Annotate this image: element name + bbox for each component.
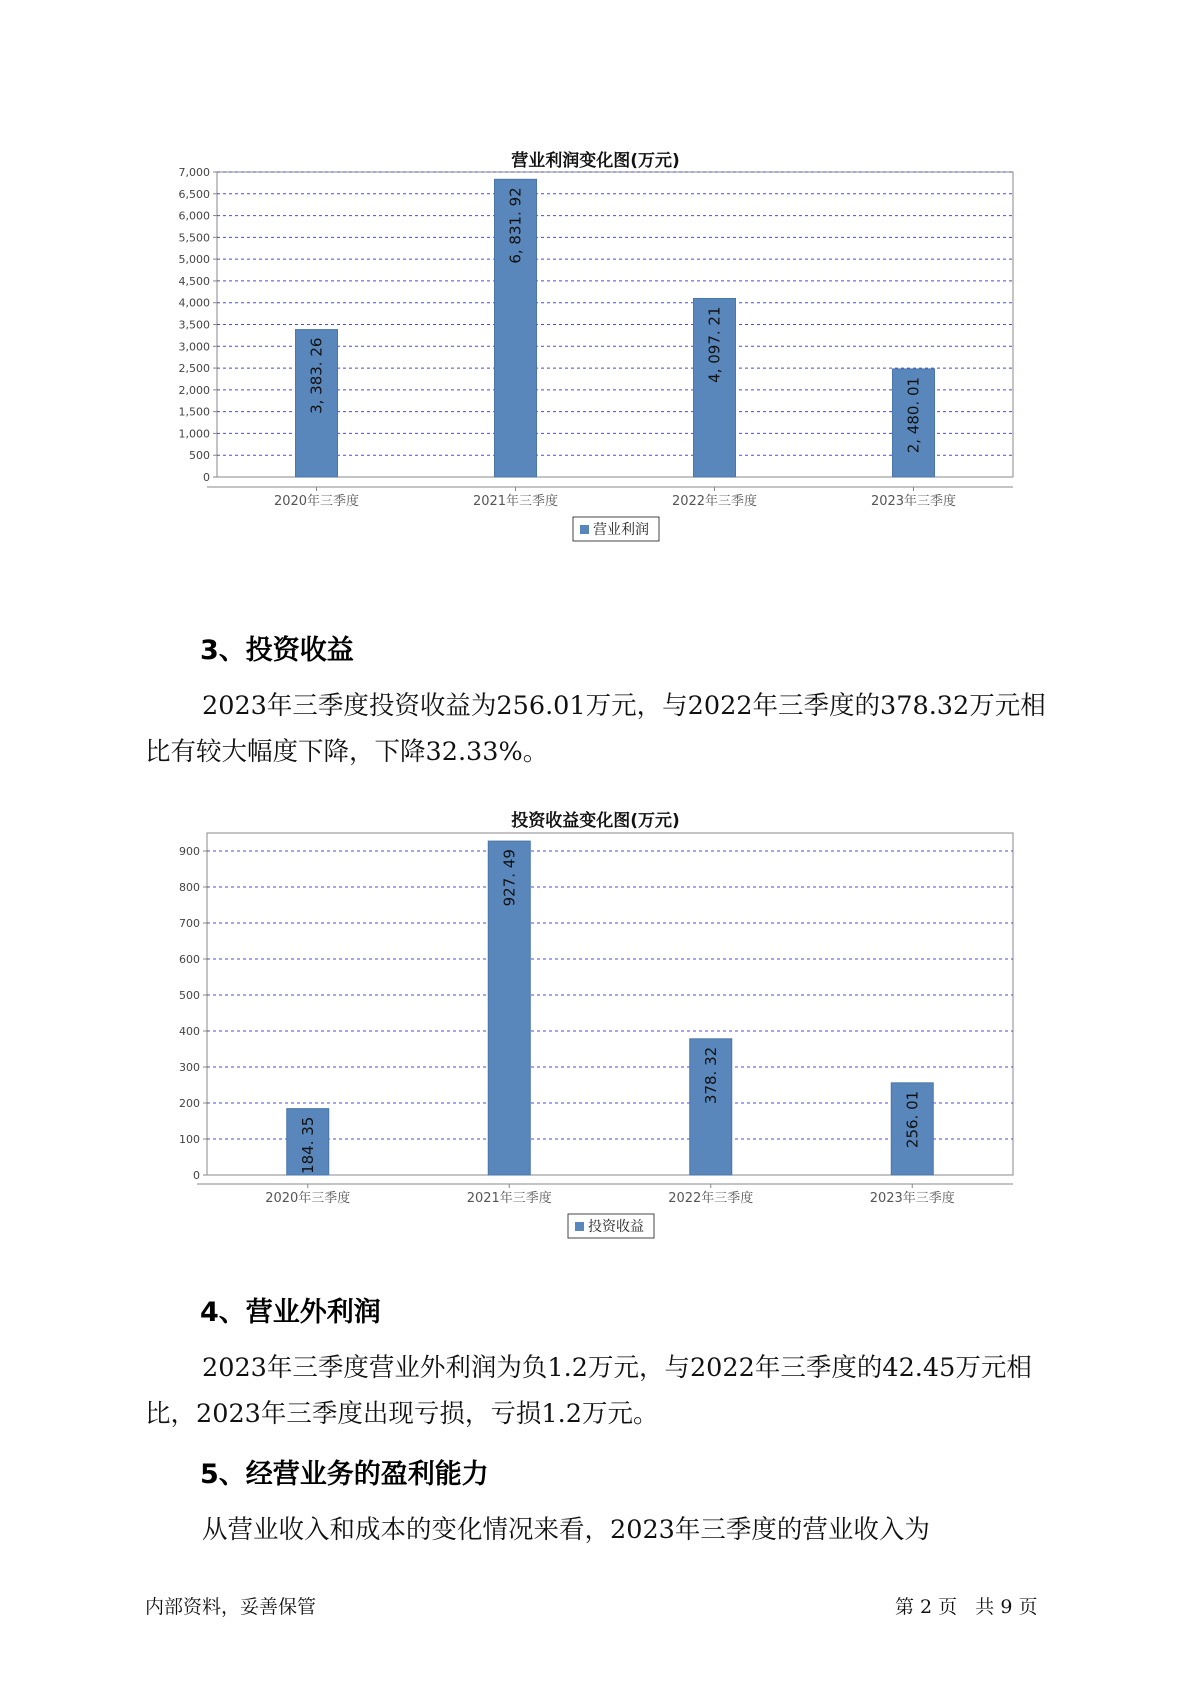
y-tick-label: 1,000 xyxy=(178,427,210,441)
y-tick-label: 7,000 xyxy=(178,166,210,179)
y-tick-label: 200 xyxy=(179,1097,200,1110)
x-tick-label: 2021年三季度 xyxy=(472,494,559,509)
y-tick-label: 400 xyxy=(179,1025,200,1038)
y-tick-label: 2,500 xyxy=(178,362,210,376)
y-tick-label: 6,500 xyxy=(178,187,210,201)
bar-value-label: 927. 49 xyxy=(500,849,519,907)
y-tick-label: 700 xyxy=(179,917,200,930)
x-tick-label: 2021年三季度 xyxy=(466,1191,552,1206)
section-heading-non-operating-profit: 4、营业外利润 xyxy=(200,1297,381,1328)
y-tick-label: 500 xyxy=(189,449,210,463)
bar-value-label: 184. 35 xyxy=(298,1116,317,1174)
legend-label: 投资收益 xyxy=(588,1219,644,1235)
y-tick-label: 3,500 xyxy=(178,318,210,332)
y-tick-label: 300 xyxy=(179,1061,200,1074)
x-tick-label: 2022年三季度 xyxy=(671,494,758,509)
y-tick-label: 3,000 xyxy=(178,340,210,354)
paragraph-investment-income: 2023年三季度投资收益为256.01万元，与2022年三季度的378.32万元相比有较大幅度下降，下降32.33%。 xyxy=(145,691,1046,767)
legend-swatch xyxy=(575,1222,584,1231)
bar-value-label: 6, 831. 92 xyxy=(506,187,525,264)
y-tick-label: 1,500 xyxy=(178,405,210,419)
y-tick-label: 6,000 xyxy=(178,209,210,223)
legend-label: 营业利润 xyxy=(593,522,649,538)
bar-value-label: 4, 097. 21 xyxy=(705,306,724,383)
y-tick-label: 0 xyxy=(203,471,210,484)
y-tick-label: 600 xyxy=(179,953,200,966)
y-tick-label: 4,000 xyxy=(178,296,210,310)
y-tick-label: 2,000 xyxy=(178,383,210,397)
paragraph-non-operating-profit: 2023年三季度营业外利润为负1.2万元，与2022年三季度的42.45万元相比，2023年三季度出现亏损，亏损1.2万元。 xyxy=(145,1353,1032,1429)
y-tick-label: 500 xyxy=(179,989,200,1002)
y-tick-label: 4,500 xyxy=(178,274,210,288)
footer-page-number: 第 2 页 共 9 页 xyxy=(895,1596,1038,1618)
x-tick-label: 2023年三季度 xyxy=(870,494,957,509)
y-tick-label: 0 xyxy=(193,1169,200,1182)
chart-title-investment-income: 投资收益变化图(万元) xyxy=(511,811,680,831)
x-tick-label: 2020年三季度 xyxy=(265,1191,351,1206)
paragraph-operating-profitability: 从营业收入和成本的变化情况来看，2023年三季度的营业收入为 xyxy=(202,1515,930,1545)
legend-swatch xyxy=(580,525,589,534)
operating-profit-chart xyxy=(0,160,1191,600)
x-tick-label: 2023年三季度 xyxy=(869,1191,955,1206)
bar-value-label: 378. 32 xyxy=(701,1046,720,1105)
footer-confidential-note: 内部资料，妥善保管 xyxy=(145,1596,317,1618)
x-tick-label: 2022年三季度 xyxy=(668,1191,754,1206)
y-tick-label: 5,000 xyxy=(178,253,210,267)
y-tick-label: 900 xyxy=(179,845,200,858)
y-tick-label: 100 xyxy=(179,1133,200,1146)
section-heading-operating-profitability: 5、经营业务的盈利能力 xyxy=(200,1459,489,1490)
bar-value-label: 3, 383. 26 xyxy=(307,337,326,414)
chart-title-operating-profit: 营业利润变化图(万元) xyxy=(511,151,680,171)
y-tick-label: 5,500 xyxy=(178,231,210,245)
y-tick-label: 800 xyxy=(179,881,200,894)
bar-value-label: 2, 480. 01 xyxy=(904,376,923,454)
x-tick-label: 2020年三季度 xyxy=(273,494,360,509)
section-heading-investment-income: 3、投资收益 xyxy=(200,635,354,666)
investment-income-chart xyxy=(0,820,1191,1260)
bar-value-label: 256. 01 xyxy=(903,1090,922,1149)
